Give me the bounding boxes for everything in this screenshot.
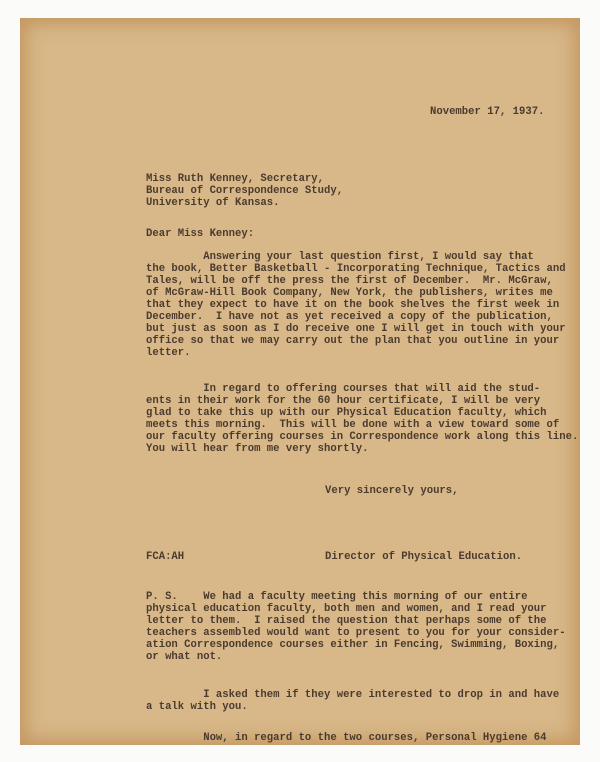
text-line: that they expect to have it on the book shelves the first week in bbox=[146, 299, 560, 311]
text-line: December. I have not as yet received a copy of the publication, bbox=[146, 311, 553, 323]
address-line: University of Kansas. bbox=[146, 197, 280, 209]
text-line: Tales, will be off the press the first of December. Mr. McGraw, bbox=[146, 275, 553, 287]
text-line: or what not. bbox=[146, 651, 223, 663]
text-line: ents in their work for the 60 hour certificate, I will be very bbox=[146, 395, 541, 407]
address-line: Bureau of Correspondence Study, bbox=[146, 185, 344, 197]
text-line: Answering your last question first, I would say that bbox=[146, 251, 534, 263]
text-line: the book, Better Basketball - Incorporating Technique, Tactics and bbox=[146, 263, 566, 275]
closing: Very sincerely yours, bbox=[325, 485, 459, 497]
text-line: P. S. We had a faculty meeting this morning of our entire bbox=[146, 591, 528, 603]
text-line: You will hear from me very shortly. bbox=[146, 443, 369, 455]
text-line: I asked them if they were interested to drop in and have bbox=[146, 689, 560, 701]
text-line: physical education faculty, both men and women, and I read your bbox=[146, 603, 547, 615]
text-line: letter to them. I raised the question that perhaps some of the bbox=[146, 615, 547, 627]
date: November 17, 1937. bbox=[430, 106, 545, 118]
address-line: Miss Ruth Kenney, Secretary, bbox=[146, 173, 325, 185]
text-line: our faculty offering courses in Correspondence work along this line. bbox=[146, 431, 579, 443]
initials: FCA:AH bbox=[146, 551, 185, 563]
text-line: ation Correspondence courses either in Fencing, Swimming, Boxing, bbox=[146, 639, 560, 651]
postscript-3: Now, in regard to the two courses, Personal Hygiene 64 bbox=[146, 732, 547, 744]
text-line: glad to take this up with our Physical Education faculty, which bbox=[146, 407, 547, 419]
text-line: letter. bbox=[146, 347, 191, 359]
signature-title: Director of Physical Education. bbox=[325, 551, 523, 563]
text-line: meets this morning. This will be done with a view toward some of bbox=[146, 419, 560, 431]
text-line: but just as soon as I do receive one I will get in touch with your bbox=[146, 323, 566, 335]
salutation: Dear Miss Kenney: bbox=[146, 228, 255, 240]
text-line: teachers assembled would want to present to you for your consider- bbox=[146, 627, 566, 639]
text-line: In regard to offering courses that will aid the stud- bbox=[146, 383, 541, 395]
text-line: a talk with you. bbox=[146, 701, 248, 713]
text-line: of McGraw-Hill Book Company, New York, the publishers, writes me bbox=[146, 287, 553, 299]
text-line: office so that we may carry out the plan that you outline in your bbox=[146, 335, 560, 347]
